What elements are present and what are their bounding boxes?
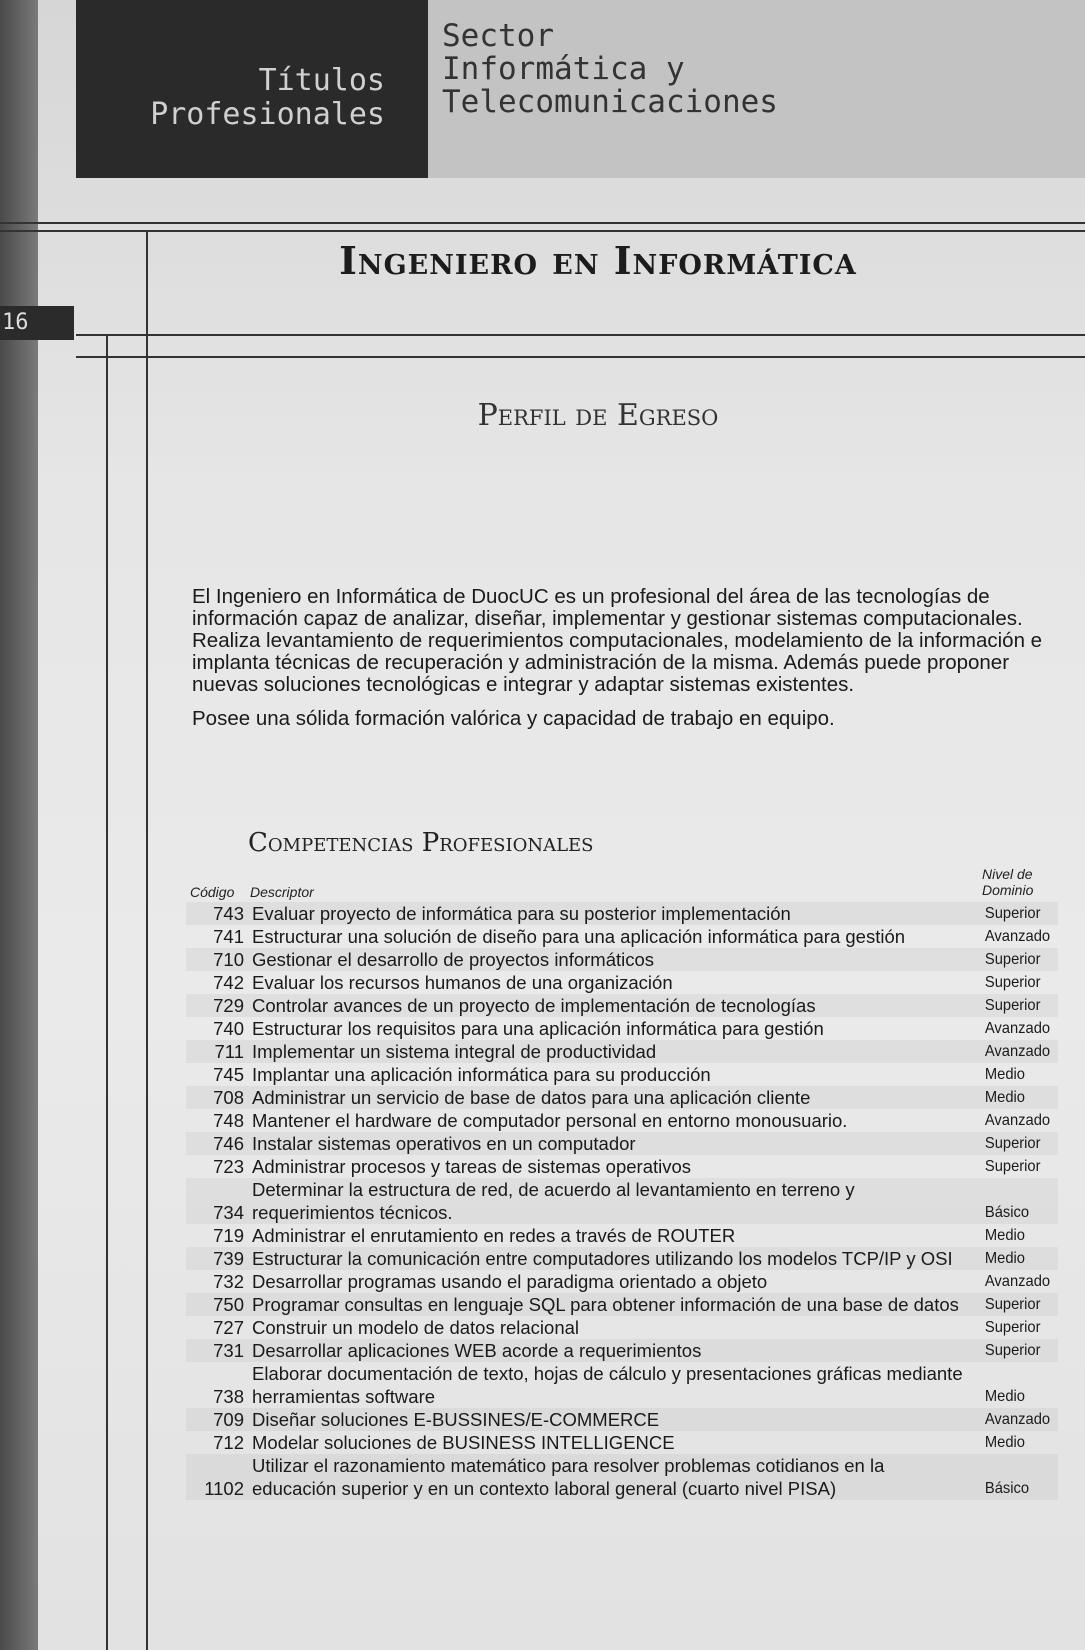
row-level: Avanzado (984, 1411, 1051, 1428)
row-level: Superior (984, 1135, 1041, 1152)
header-titulos-line1: Títulos (258, 63, 385, 98)
profile-paragraph: Posee una sólida formación valórica y capacidad de trabajo en equipo. (192, 707, 835, 730)
row-level: Avanzado (984, 1273, 1051, 1290)
table-row (186, 971, 1058, 994)
title-rule-1 (76, 334, 1085, 336)
row-descriptor: Modelar soluciones de BUSINESS INTELLIGENCE (252, 1432, 675, 1453)
row-level: Medio (984, 1388, 1025, 1405)
row-descriptor: Estructurar los requisitos para una aplicación informática para gestión (252, 1018, 824, 1039)
table-row (186, 1063, 1058, 1086)
left-vrule-2 (146, 230, 148, 1650)
row-level: Superior (984, 997, 1041, 1014)
table-row (186, 1224, 1058, 1247)
row-level: Básico (984, 1480, 1030, 1497)
row-code: 711 (214, 1041, 244, 1062)
row-descriptor: Implantar una aplicación informática para su producción (252, 1064, 711, 1085)
table-row (186, 1362, 1058, 1408)
table-row (186, 925, 1058, 948)
table-row (186, 1109, 1058, 1132)
row-descriptor: Administrar procesos y tareas de sistemas operativos (252, 1156, 692, 1177)
title-rule-2 (76, 356, 1085, 358)
row-descriptor: Utilizar el razonamiento matemático para resolver problemas cotidianos en la educación superior y en un contexto laboral general (cuarto nivel PISA) (252, 1455, 885, 1499)
row-descriptor: Elaborar documentación de texto, hojas de cálculo y presentaciones gráficas mediante herramientas software (252, 1363, 963, 1407)
row-code: 729 (213, 995, 244, 1016)
row-descriptor: Desarrollar programas usando el paradigma orientado a objeto (252, 1271, 768, 1292)
row-descriptor: Administrar el enrutamiento en redes a través de ROUTER (252, 1225, 736, 1246)
table-row (186, 1316, 1058, 1339)
header-descriptor: Descriptor (250, 884, 314, 900)
header-titulos (150, 64, 385, 132)
row-code: 740 (213, 1018, 244, 1039)
row-descriptor: Instalar sistemas operativos en un computador (252, 1133, 636, 1154)
row-descriptor: Determinar la estructura de red, de acuerdo al levantamiento en terreno y requerimientos técnicos. (252, 1179, 855, 1223)
top-rule-1 (0, 222, 1085, 224)
row-code: 731 (213, 1340, 244, 1361)
binding-edge (0, 0, 38, 1650)
row-code: 719 (213, 1225, 244, 1246)
row-level: Medio (984, 1066, 1025, 1083)
header-sector-line2: Informática y (442, 51, 685, 87)
row-code: 727 (213, 1317, 244, 1338)
row-level: Superior (984, 1342, 1041, 1359)
row-level: Medio (984, 1089, 1025, 1106)
table-row (186, 1339, 1058, 1362)
row-level: Avanzado (984, 1112, 1051, 1129)
row-code: 742 (213, 972, 244, 993)
row-descriptor: Estructurar la comunicación entre computadores utilizando los modelos TCP/IP y OSI (252, 1248, 953, 1269)
page-title: Ingeniero en Informática (339, 238, 857, 283)
row-descriptor: Administrar un servicio de base de datos para una aplicación cliente (252, 1087, 811, 1108)
profile-paragraph: El Ingeniero en Informática de DuocUC es un profesional del área de las tecnologías de información capaz de analizar, diseñar, implementar y gestionar sistemas computacionales. Realiza levantamiento de requerimientos computacionales, modelamiento de la información e implanta técnicas de recuperación y administración de la misma. Además puede proponer nuevas soluciones tecnológicas e integrar y adaptar sistemas existentes. (192, 585, 1043, 696)
table-row (186, 1408, 1058, 1431)
row-code: 710 (213, 949, 244, 970)
row-level: Superior (984, 951, 1041, 968)
table-row (186, 1017, 1058, 1040)
page-number: 16 (0, 306, 74, 340)
header-sector-line1: Sector (442, 18, 554, 54)
row-code: 712 (213, 1432, 244, 1453)
row-code: 748 (213, 1110, 244, 1131)
top-rule-2 (0, 230, 1085, 232)
row-descriptor: Evaluar los recursos humanos de una organización (252, 972, 673, 993)
competencias-table (186, 866, 1058, 1500)
table-row (186, 1247, 1058, 1270)
competencias-title: Competencias Profesionales (248, 828, 594, 858)
row-code: 723 (213, 1156, 244, 1177)
table-row (186, 948, 1058, 971)
row-code: 708 (213, 1087, 244, 1108)
row-descriptor: Diseñar soluciones E-BUSSINES/E-COMMERCE (252, 1409, 660, 1430)
table-row (186, 1293, 1058, 1316)
table-row (186, 1040, 1058, 1063)
row-descriptor: Mantener el hardware de computador personal en entorno monousuario. (252, 1110, 848, 1131)
table-row (186, 1086, 1058, 1109)
row-level: Básico (984, 1204, 1030, 1221)
table-row (186, 1431, 1058, 1454)
row-code: 750 (213, 1294, 244, 1315)
section-subtitle: Perfil de Egreso (477, 398, 719, 433)
left-vrule-1 (106, 334, 108, 1650)
row-code: 1102 (204, 1478, 244, 1499)
row-code: 745 (213, 1064, 244, 1085)
row-level: Avanzado (984, 928, 1051, 945)
row-level: Avanzado (984, 1020, 1051, 1037)
row-level: Superior (984, 905, 1041, 922)
header-titulos-line2: Profesionales (150, 97, 385, 132)
row-level: Superior (984, 1158, 1041, 1175)
row-code: 746 (213, 1133, 244, 1154)
row-descriptor: Controlar avances de un proyecto de implementación de tecnologías (252, 995, 816, 1016)
row-level: Superior (984, 974, 1041, 991)
profile-text (192, 586, 1062, 742)
row-code: 738 (213, 1386, 244, 1407)
row-level: Medio (984, 1227, 1025, 1244)
header-sector (442, 20, 778, 119)
row-level: Avanzado (984, 1043, 1051, 1060)
header-sector-line3: Telecomunicaciones (442, 84, 778, 120)
row-code: 741 (213, 926, 244, 947)
row-level: Superior (984, 1296, 1041, 1313)
row-code: 709 (213, 1409, 244, 1430)
header-level (982, 866, 1033, 898)
table-row (186, 1454, 1058, 1500)
row-level: Medio (984, 1434, 1025, 1451)
row-descriptor: Desarrollar aplicaciones WEB acorde a requerimientos (252, 1340, 702, 1361)
row-descriptor: Implementar un sistema integral de productividad (252, 1041, 657, 1062)
row-code: 743 (213, 903, 244, 924)
table-row (186, 994, 1058, 1017)
header-level-line1: Nivel de (982, 866, 1033, 882)
table-body (186, 902, 1058, 1500)
row-descriptor: Construir un modelo de datos relacional (252, 1317, 580, 1338)
row-code: 734 (213, 1202, 244, 1223)
table-header (186, 866, 1058, 902)
row-descriptor: Estructurar una solución de diseño para una aplicación informática para gestión (252, 926, 906, 947)
row-descriptor: Gestionar el desarrollo de proyectos informáticos (252, 949, 655, 970)
table-row (186, 1155, 1058, 1178)
header-code: Código (190, 884, 235, 900)
row-code: 732 (213, 1271, 244, 1292)
row-level: Medio (984, 1250, 1025, 1267)
row-descriptor: Programar consultas en lenguaje SQL para obtener información de una base de datos (252, 1294, 959, 1315)
row-descriptor: Evaluar proyecto de informática para su posterior implementación (252, 903, 791, 924)
header-level-line2: Dominio (982, 882, 1034, 898)
row-level: Superior (984, 1319, 1041, 1336)
table-row (186, 1178, 1058, 1224)
row-code: 739 (213, 1248, 244, 1269)
table-row (186, 902, 1058, 925)
table-row (186, 1132, 1058, 1155)
table-row (186, 1270, 1058, 1293)
